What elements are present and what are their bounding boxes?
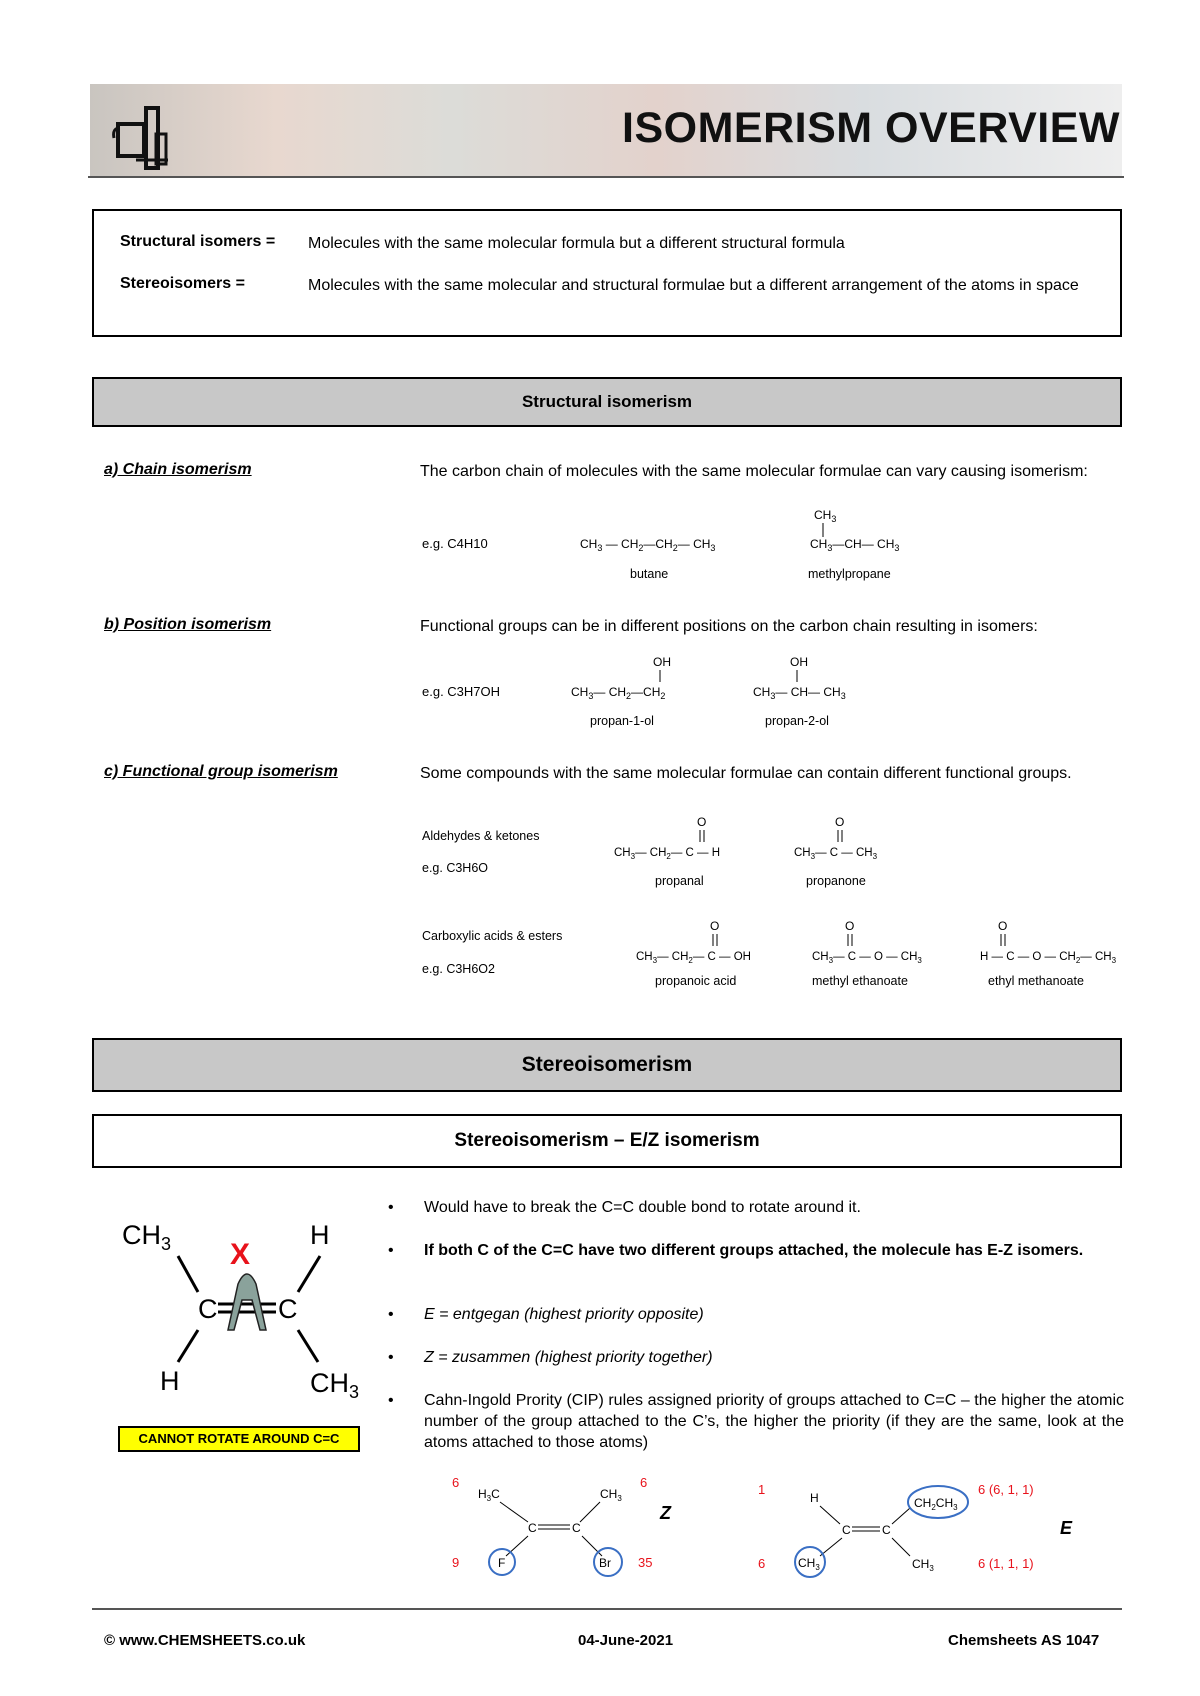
- svg-text:F: F: [498, 1556, 506, 1570]
- position-structures: [565, 652, 885, 702]
- chain-isomerism-title: a) Chain isomerism: [104, 461, 252, 478]
- svg-text:O: O: [845, 919, 855, 933]
- cannot-rotate-label: CANNOT ROTATE AROUND C=C: [118, 1426, 360, 1452]
- svg-text:O: O: [697, 815, 707, 829]
- propanoic-acid-name: propanoic acid: [655, 974, 737, 988]
- methyl-ethanoate-name: methyl ethanoate: [812, 974, 908, 988]
- svg-text:C: C: [198, 1294, 218, 1324]
- definitions-box: [92, 209, 1122, 337]
- functional-isomerism-text: Some compounds with the same molecular formulae can contain different functional groups.: [420, 765, 1072, 782]
- svg-text:CH3: $CH_3$: [814, 508, 837, 524]
- aldehydes-ketones-eg: e.g. C3H6O: [422, 861, 489, 875]
- propanone-name: propanone: [806, 874, 866, 888]
- bullet-5: • Cahn-Ingold Prority (CIP) rules assigned priority of groups attached to C=C – the higher the atomic number of the group attached to the C’s, the higher the priority (if they are the same, look at the atoms attached to those atoms): [388, 1392, 1124, 1451]
- definition-term-structural: Structural isomers =: [120, 233, 276, 250]
- svg-text:O: O: [835, 815, 845, 829]
- bullet-5-text: Cahn-Ingold Prority (CIP) rules assigned priority of groups attached to C=C – the higher the atomic number of the group attached to the C’s, the higher the priority (if they are the same, look at the atoms attached to those atoms): [424, 1392, 1124, 1451]
- svg-text:O: O: [998, 919, 1008, 933]
- h-bottom-left: H: [160, 1366, 180, 1396]
- carboxylic-esters-label: Carboxylic acids & esters: [422, 929, 563, 943]
- definition-text-structural: Molecules with the same molecular formula but a different structural formula: [308, 235, 845, 252]
- ch3-top-left: $CH_3$: [122, 1220, 172, 1254]
- chain-isomerism-text: The carbon chain of molecules with the same molecular formulae can vary causing isomerism:: [420, 463, 1088, 480]
- definition-term-stereo: Stereoisomers =: [120, 275, 245, 292]
- svg-text:CH3: $CH_3$: [912, 1557, 934, 1573]
- footer-website[interactable]: © www.CHEMSHEETS.co.uk: [104, 1632, 306, 1649]
- e-priority-br: 6 (1, 1, 1): [978, 1556, 1034, 1571]
- svg-text:CH2CH3: $CH_2CH_3$: [914, 1496, 958, 1512]
- e-priority-tl: 1: [758, 1482, 766, 1497]
- propanone-structure: $CH_3—$ C — $CH_3$: [794, 847, 878, 861]
- bullet-4-text: Z = zusammen (highest priority together): [424, 1349, 713, 1366]
- e-isomer-example: [780, 1476, 980, 1586]
- butane-name: butane: [630, 567, 669, 581]
- z-priority-tl: 6: [452, 1475, 460, 1490]
- position-eg-formula: e.g. C3H7OH: [422, 684, 501, 699]
- ch3-bottom-right: $CH_3$: [310, 1368, 360, 1402]
- svg-text:O: O: [710, 919, 720, 933]
- svg-text:Br: Br: [599, 1556, 611, 1570]
- methylpropane-name: methylpropane: [808, 567, 891, 581]
- bullet-1: • Would have to break the C=C double bond to rotate around it.: [388, 1197, 1128, 1219]
- propan-2-ol-structure: $CH_3—$ CH— $CH_3$: [753, 685, 846, 701]
- svg-text:C: C: [572, 1521, 581, 1535]
- svg-text:OH: OH: [653, 655, 671, 669]
- z-isomer-example: [440, 1480, 700, 1580]
- definition-text-stereo: Molecules with the same molecular and structural formulae but a different arrangement of the atoms in space: [308, 277, 1079, 294]
- svg-text:H: H: [810, 1491, 819, 1505]
- h-top-right: H: [310, 1220, 330, 1250]
- bullet-1-text: Would have to break the C=C double bond to rotate around it.: [424, 1199, 861, 1216]
- footer-date: 04-June-2021: [578, 1632, 674, 1649]
- aldehyde-ketone-structures: [610, 812, 890, 862]
- acid-ester-structures: [630, 916, 1120, 966]
- header-divider: [88, 176, 1124, 178]
- page-title: ISOMERISM OVERVIEW: [622, 104, 1120, 152]
- propanoic-acid-structure: $CH_3—$ $CH_2—$ C — OH: [636, 951, 751, 965]
- svg-text:C: C: [278, 1294, 298, 1324]
- position-isomerism-text: Functional groups can be in different positions on the carbon chain resulting in isomers:: [420, 618, 1038, 635]
- rotation-arrow-icon: [228, 1274, 266, 1330]
- footer-divider: [92, 1608, 1122, 1610]
- z-label: Z: [660, 1503, 671, 1523]
- svg-text:CH3: $CH_3$: [600, 1487, 622, 1503]
- footer-reference: Chemsheets AS 1047: [948, 1632, 1100, 1649]
- z-priority-tr: 6: [640, 1475, 648, 1490]
- cross-icon: X: [230, 1238, 251, 1271]
- aldehydes-ketones-label: Aldehydes & ketones: [422, 829, 540, 843]
- svg-text:OH: OH: [790, 655, 808, 669]
- propan-2-ol-name: propan-2-ol: [765, 714, 829, 728]
- e-priority-bl: 6: [758, 1556, 766, 1571]
- bullet-2: • If both C of the C=C have two different groups attached, the molecule has E-Z isomers.: [388, 1240, 1128, 1284]
- butane-structure: $CH_3$ — $CH_2—CH_2—$ $CH_3$: [580, 537, 716, 553]
- bullet-3: • E = entgegan (highest priority opposite): [388, 1304, 1128, 1326]
- methylpropane-structure: $CH_3—CH—$ $CH_3$: [810, 537, 900, 553]
- bullet-4: • Z = zusammen (highest priority together): [388, 1347, 1128, 1369]
- position-isomerism-title: b) Position isomerism: [104, 616, 272, 633]
- ez-subheading: Stereoisomerism – E/Z isomerism: [92, 1114, 1122, 1168]
- propanal-structure: $CH_3—$ $CH_2—$ C — H: [614, 847, 721, 861]
- ethyl-methanoate-name: ethyl methanoate: [988, 974, 1084, 988]
- stereo-heading: Stereoisomerism: [92, 1038, 1122, 1092]
- z-priority-bl: 9: [452, 1555, 460, 1570]
- svg-text:C: C: [842, 1523, 851, 1537]
- bullet-3-text: E = entgegan (highest priority opposite): [424, 1306, 704, 1323]
- e-priority-tr: 6 (6, 1, 1): [978, 1482, 1034, 1497]
- propan-1-ol-structure: $CH_3—$ $CH_2—CH_2$: [571, 685, 666, 701]
- bullet-2-text: If both C of the C=C have two different groups attached, the molecule has E-Z isomers.: [424, 1242, 1084, 1259]
- e-label: E: [1060, 1518, 1073, 1538]
- but-2-ene-diagram: [110, 1212, 380, 1422]
- chain-eg-formula: e.g. C4H10: [422, 536, 488, 551]
- structural-heading: Structural isomerism: [92, 377, 1122, 427]
- methyl-ethanoate-structure: $CH_3—$ C — O — $CH_3$: [812, 951, 922, 965]
- carboxylic-esters-eg: e.g. C3H6O2: [422, 962, 495, 976]
- functional-isomerism-title: c) Functional group isomerism: [104, 763, 338, 780]
- lab-glassware-icon: [108, 94, 188, 174]
- z-priority-br: 35: [638, 1555, 653, 1570]
- ethyl-methanoate-structure: H — C — O — $CH_2—$ $CH_3$: [980, 951, 1117, 965]
- propan-1-ol-name: propan-1-ol: [590, 714, 654, 728]
- propanal-name: propanal: [655, 874, 704, 888]
- svg-text:CH3: $CH_3$: [798, 1556, 820, 1572]
- svg-text:C: C: [528, 1521, 537, 1535]
- svg-text:H3C: $H_3C$: [478, 1487, 500, 1503]
- svg-text:C: C: [882, 1523, 891, 1537]
